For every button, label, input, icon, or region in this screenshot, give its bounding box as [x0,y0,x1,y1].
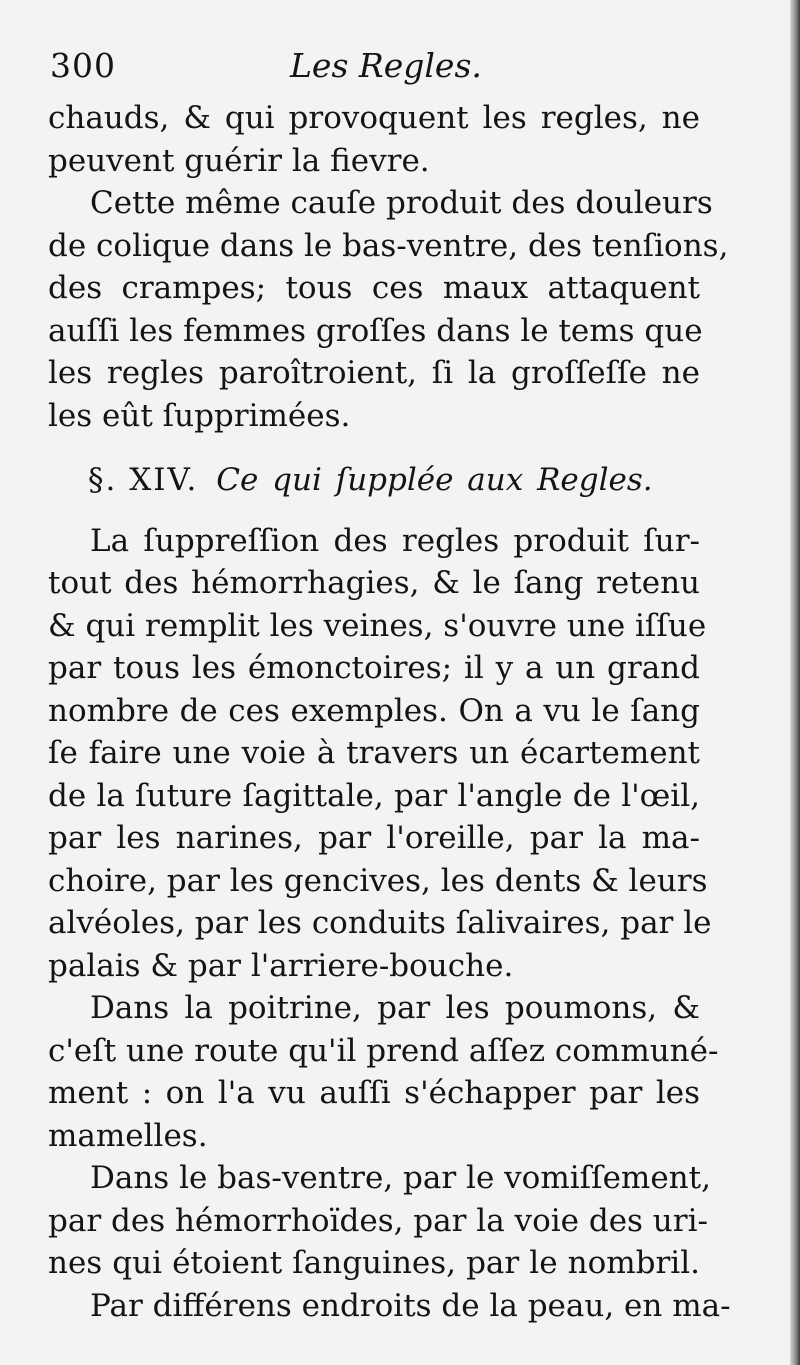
text-line: choire, par les gencives, les dents & leurs [48,862,708,899]
text-line: La ſuppreſſion des regles produit ſur- [90,522,700,559]
text-line: peuvent guérir la fievre. [48,142,430,179]
text-line: par les narines, par l'oreille, par la ma- [48,820,700,856]
text-line: par des hémorrhoïdes, par la voie des uri- [48,1202,708,1239]
text-line: par tous les émonctoires; il y a un grand [48,650,700,686]
text-line: ſe faire une voie à travers un écartement [48,735,700,771]
text-line: palais & par l'arriere-bouche. [48,947,514,984]
section-number: §. XIV. [88,462,199,498]
text-line: alvéoles, par les conduits ſalivaires, par le [48,905,712,941]
text-line: Par différens endroits de la peau, en ma- [90,1287,731,1324]
section-heading [48,459,700,502]
text-line: des crampes; tous ces maux attaquent [48,270,700,306]
text-line: les regles paroîtroient, ſi la groſſeſſe ne [48,355,700,391]
section-title: Ce qui ſupplée aux Regles. [216,462,653,498]
body-text [48,97,731,1327]
page-number: 300 [50,46,116,85]
text-line: Cette même cauſe produit des douleurs [90,185,713,221]
running-header [50,44,740,88]
text-line: de colique dans le bas-ventre, des tenſions, [48,227,729,264]
text-line: de la ſuture ſagittale, par l'angle de l'œil, [48,777,700,814]
text-line: auſſi les femmes groſſes dans le tems que [48,312,703,349]
text-line: nes qui étoient ſanguines, par le nombril. [48,1245,700,1281]
text-line: chauds, & qui provoquent les regles, ne [48,100,700,136]
text-line: tout des hémorrhagies, & le ſang retenu [48,565,700,601]
text-line: Dans le bas-ventre, par le vomiſſement, [90,1160,711,1196]
running-title: Les Regles. [290,46,482,85]
text-line: nombre de ces exemples. On a vu le ſang [48,692,700,729]
text-line: Dans la poitrine, par les poumons, & [90,990,700,1026]
text-line: c'eſt une route qu'il prend aſſez communé- [48,1032,719,1069]
text-line: mamelles. [48,1117,208,1154]
text-line: & qui remplit les veines, s'ouvre une iſſue [48,607,707,644]
page-edge-shadow [790,0,800,1365]
text-line: ment : on l'a vu auſſi s'échapper par les [48,1075,700,1111]
text-line: les eût ſupprimées. [48,397,351,434]
